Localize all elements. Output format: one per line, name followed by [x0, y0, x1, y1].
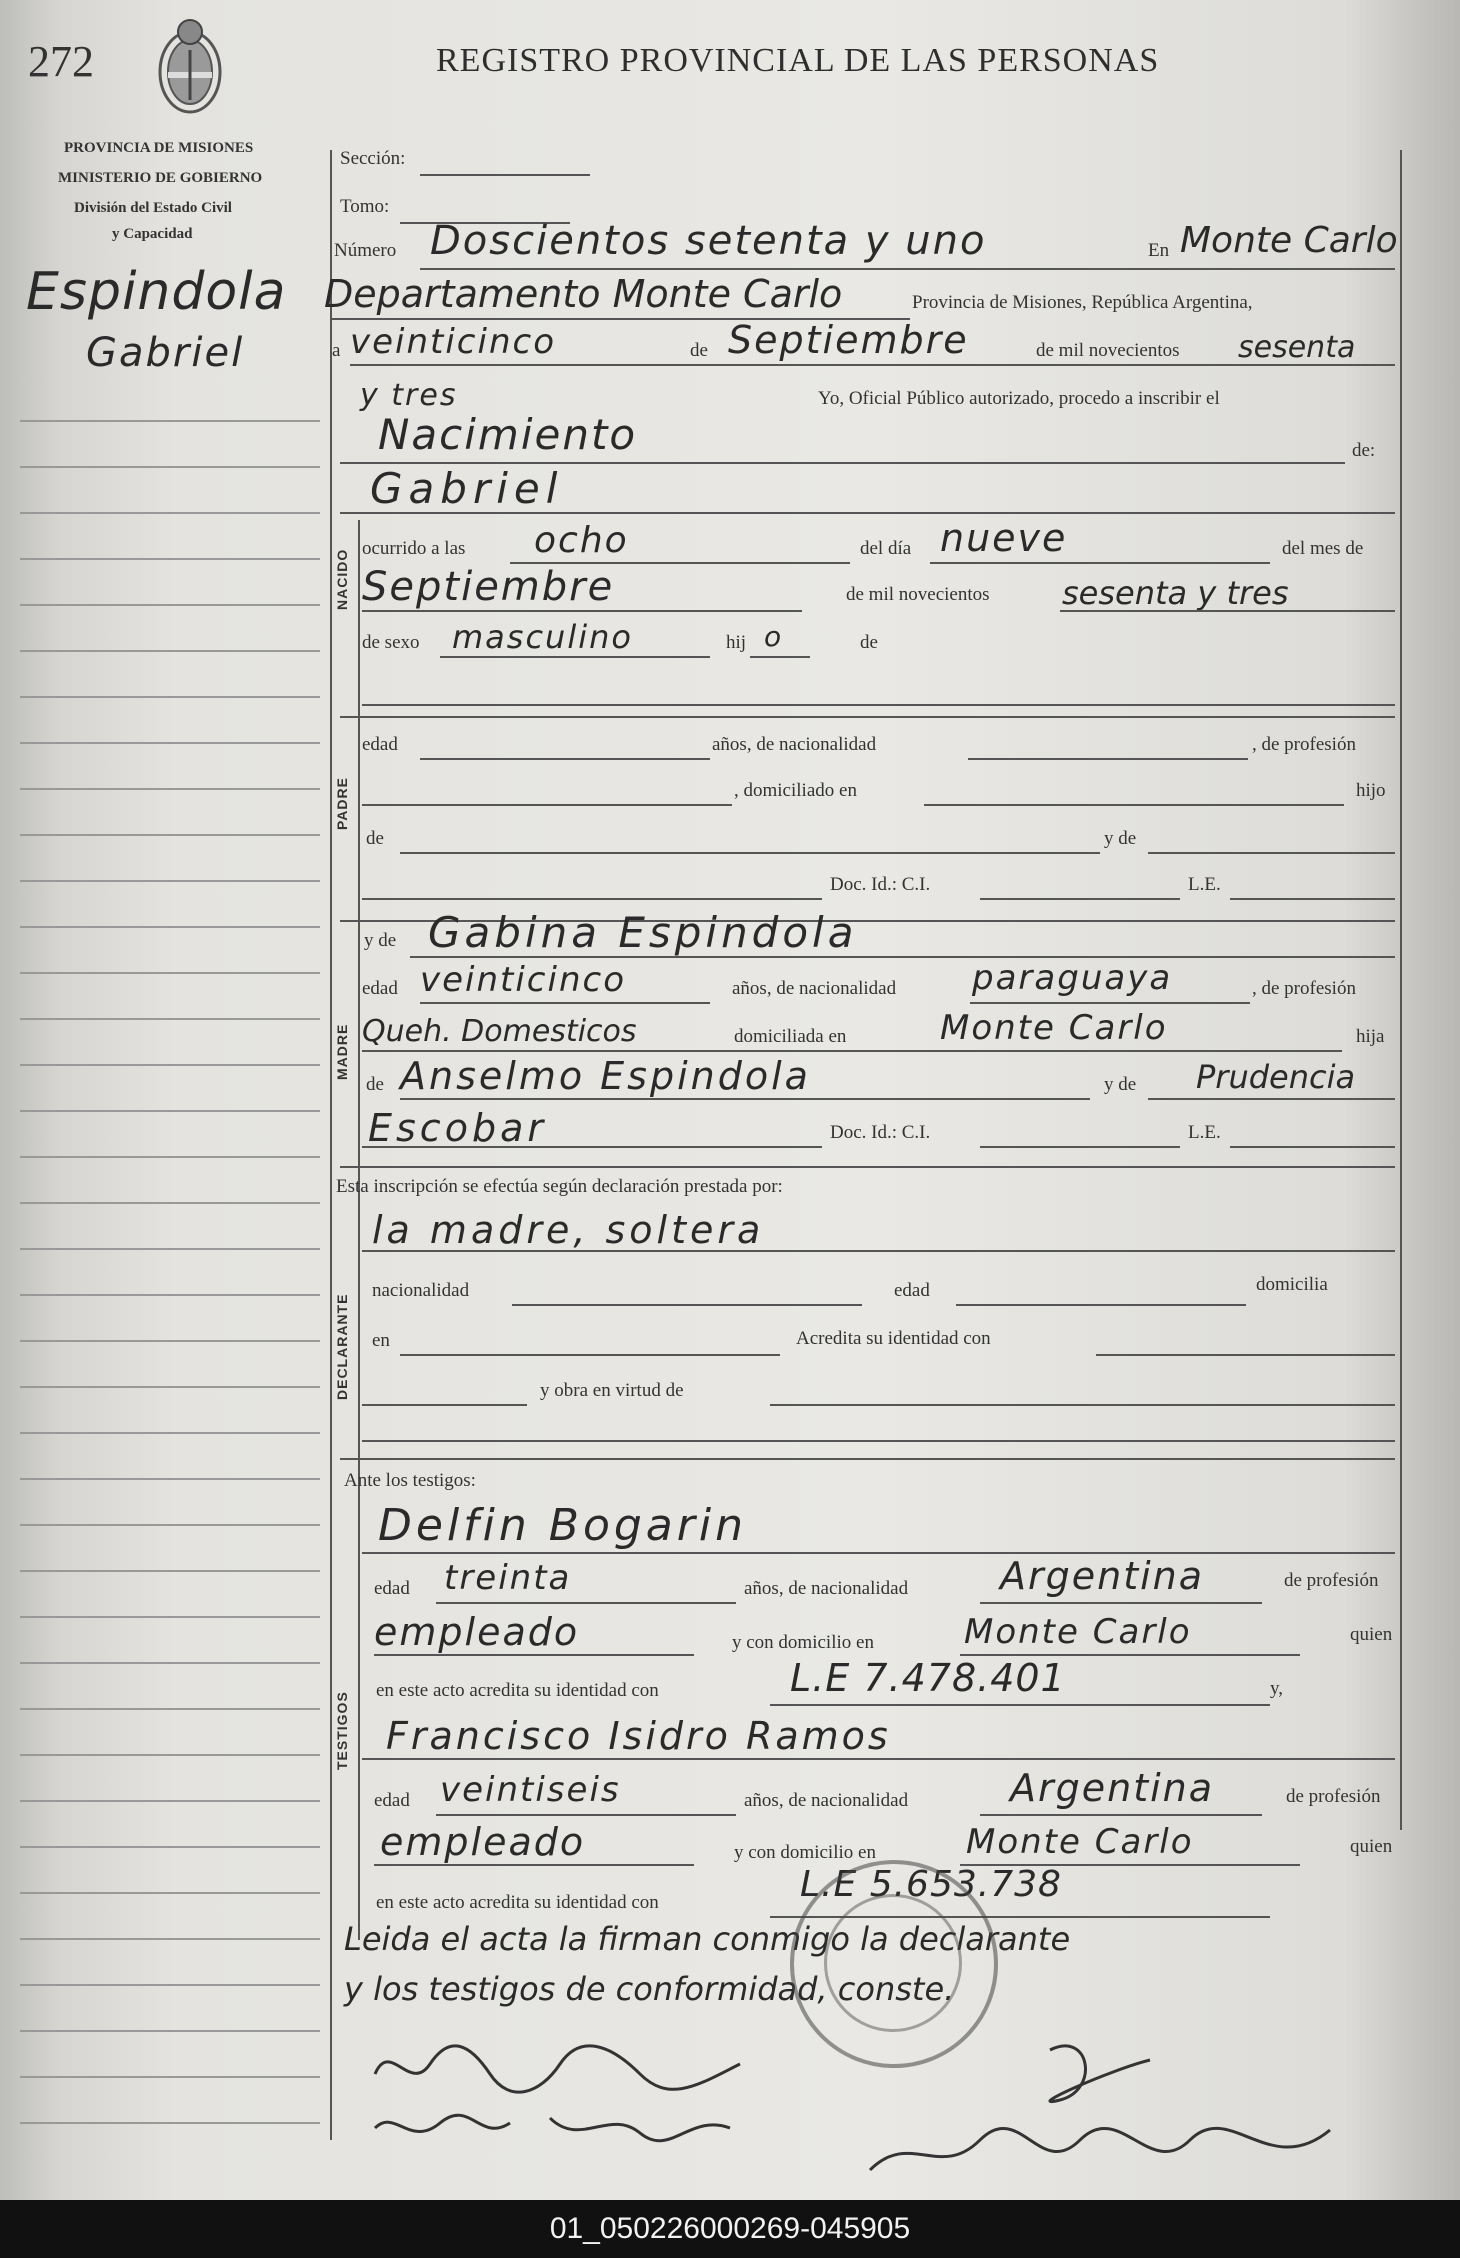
de-colon-label: de: — [1352, 440, 1376, 461]
t2-quien-label: quien — [1350, 1836, 1393, 1857]
org-line-2: MINISTERIO DE GOBIERNO — [58, 170, 263, 186]
nombre-value: Gabriel — [370, 464, 564, 513]
t1-y-value: y, — [1270, 1678, 1284, 1699]
sexo-value: masculino — [452, 618, 633, 656]
section-divider-line — [358, 520, 360, 1940]
t1-edad-value: treinta — [444, 1558, 572, 1598]
org-line-3: División del Estado Civil — [74, 200, 232, 216]
madre-hija-label: hija — [1356, 1026, 1385, 1047]
de-2-label: de — [860, 632, 878, 653]
t1-quien-label: quien — [1350, 1624, 1393, 1645]
madre-y-de-label: y de — [364, 930, 397, 951]
image-id-footer: 01_050226000269-045905 — [0, 2200, 1460, 2258]
inscripcion-label: Esta inscripción se efectúa según declaración prestada por: — [336, 1176, 783, 1197]
t2-doc-value: L.E 5.653.738 — [800, 1864, 1062, 1905]
declarante-obra-label: y obra en virtud de — [540, 1380, 684, 1401]
signature-witness-1 — [370, 2034, 750, 2104]
declarante-nacionalidad-label: nacionalidad — [372, 1280, 470, 1301]
madre-dom-value: Monte Carlo — [940, 1008, 1168, 1048]
t1-dom-value: Monte Carlo — [964, 1612, 1192, 1652]
acto-value: Nacimiento — [378, 410, 638, 459]
dia-nac-value: nueve — [940, 516, 1068, 560]
closing-line-1: Leida el acta la firman conmigo la declarante — [344, 1920, 1071, 1958]
ocurrido-label: ocurrido a las — [362, 538, 466, 559]
padre-doc-label: Doc. Id.: C.I. — [830, 874, 931, 895]
anio-b-value: y tres — [360, 378, 458, 413]
t2-nac-value: Argentina — [1010, 1766, 1215, 1810]
declarante-en-label: en — [372, 1330, 390, 1351]
madre-y-de-2-label: y de — [1104, 1074, 1137, 1095]
signature-declarante — [370, 2098, 750, 2158]
t2-acredita-label: en este acto acredita su identidad con — [376, 1892, 659, 1913]
t2-edad-label: edad — [374, 1790, 410, 1811]
section-label-madre: MADRE — [334, 1023, 350, 1080]
padre-edad-label: edad — [362, 734, 398, 755]
mes-value: Septiembre — [728, 318, 969, 362]
madre-anos-label: años, de nacionalidad — [732, 978, 897, 999]
section-label-declarante: DECLARANTE — [334, 1293, 350, 1400]
a-label: a — [332, 340, 341, 361]
t1-acredita-label: en este acto acredita su identidad con — [376, 1680, 659, 1701]
departamento-value: Departamento Monte Carlo — [324, 272, 843, 316]
sexo-label: de sexo — [362, 632, 420, 653]
mes-nac-value: Septiembre — [362, 564, 615, 610]
document-title: REGISTRO PROVINCIAL DE LAS PERSONAS — [436, 42, 1160, 79]
t1-prof-value: empleado — [374, 1610, 580, 1654]
t2-edad-value: veintiseis — [440, 1770, 621, 1810]
declarante-edad-label: edad — [894, 1280, 930, 1301]
section-label-testigos: TESTIGOS — [334, 1691, 350, 1770]
madre-edad-label: edad — [362, 978, 398, 999]
t2-prof-value: empleado — [380, 1820, 586, 1864]
abuela-b-value: Escobar — [368, 1106, 547, 1150]
hij-suffix-value: o — [764, 620, 784, 653]
padre-domicilio-label: , domiciliado en — [734, 780, 857, 801]
padre-y-de-label: y de — [1104, 828, 1137, 849]
numero-label: Número — [334, 240, 397, 261]
abuela-a-value: Prudencia — [1196, 1058, 1356, 1096]
coat-of-arms-icon — [150, 10, 230, 120]
t1-doc-value: L.E 7.478.401 — [790, 1656, 1066, 1700]
org-line-1: PROVINCIA DE MISIONES — [64, 140, 254, 156]
madre-edad-value: veinticinco — [420, 960, 626, 1000]
t1-domicilio-label: y con domicilio en — [732, 1632, 874, 1653]
tomo-label: Tomo: — [340, 196, 390, 217]
declarante-domicilia-label: domicilia — [1256, 1274, 1328, 1295]
t1-edad-label: edad — [374, 1578, 410, 1599]
madre-le-label: L.E. — [1188, 1122, 1221, 1143]
signature-official — [850, 2030, 1350, 2190]
padre-le-label: L.E. — [1188, 874, 1221, 895]
t2-domicilio-label: y con domicilio en — [734, 1842, 876, 1863]
margin-surname: Espindola — [26, 262, 287, 322]
section-label-padre: PADRE — [334, 777, 350, 830]
t2-profesion-label: de profesión — [1286, 1786, 1381, 1807]
padre-de-label: de — [366, 828, 384, 849]
dia-value: veinticinco — [350, 322, 556, 362]
declarante-acredita-label: Acredita su identidad con — [796, 1328, 991, 1349]
de-mil-label: de mil novecientos — [1036, 340, 1180, 361]
page-number: 272 — [28, 37, 94, 86]
closing-line-2: y los testigos de conformidad, conste. — [344, 1970, 955, 2008]
t1-nac-value: Argentina — [1000, 1554, 1205, 1598]
madre-prof-value: Queh. Domesticos — [362, 1014, 637, 1049]
anio-a-value: sesenta — [1238, 330, 1356, 365]
t1-anos-label: años, de nacionalidad — [744, 1578, 909, 1599]
madre-doc-label: Doc. Id.: C.I. — [830, 1122, 931, 1143]
de-mil-2-label: de mil novecientos — [846, 584, 990, 605]
oficial-label: Yo, Oficial Público autorizado, procedo a inscribir el — [818, 388, 1220, 409]
madre-nombre-value: Gabina Espindola — [428, 908, 858, 957]
hij-label: hij — [726, 632, 747, 653]
madre-profesion-label: , de profesión — [1252, 978, 1356, 999]
padre-hijo-label: hijo — [1356, 780, 1386, 801]
t2-dom-value: Monte Carlo — [966, 1822, 1194, 1862]
testigo-2-value: Francisco Isidro Ramos — [386, 1714, 891, 1758]
testigo-1-value: Delfin Bogarin — [378, 1500, 747, 1551]
section-label-nacido: NACIDO — [334, 548, 350, 610]
provincia-label: Provincia de Misiones, República Argentina, — [912, 292, 1253, 313]
form-right-border — [1400, 150, 1402, 1830]
org-line-4: y Capacidad — [112, 226, 193, 242]
numero-value: Doscientos setenta y uno — [430, 218, 987, 264]
padre-profesion-label: , de profesión — [1252, 734, 1356, 755]
ante-testigos-label: Ante los testigos: — [344, 1470, 476, 1491]
t2-anos-label: años, de nacionalidad — [744, 1790, 909, 1811]
madre-de-label: de — [366, 1074, 384, 1095]
anio-nac-value: sesenta y tres — [1062, 574, 1289, 612]
t1-profesion-label: de profesión — [1284, 1570, 1379, 1591]
del-dia-label: del día — [860, 538, 912, 559]
de-label: de — [690, 340, 708, 361]
declarante-value: la madre, soltera — [372, 1208, 765, 1252]
margin-given-name: Gabriel — [86, 330, 245, 376]
en-label: En — [1148, 240, 1170, 261]
padre-anos-label: años, de nacionalidad — [712, 734, 877, 755]
del-mes-label: del mes de — [1282, 538, 1364, 559]
madre-domicilio-label: domiciliada en — [734, 1026, 847, 1047]
lugar-value: Monte Carlo — [1180, 220, 1398, 261]
seccion-label: Sección: — [340, 148, 406, 169]
madre-nac-value: paraguaya — [972, 958, 1173, 998]
abuelo-value: Anselmo Espindola — [400, 1054, 811, 1098]
form-left-border — [330, 150, 332, 2140]
hora-value: ocho — [534, 520, 629, 561]
